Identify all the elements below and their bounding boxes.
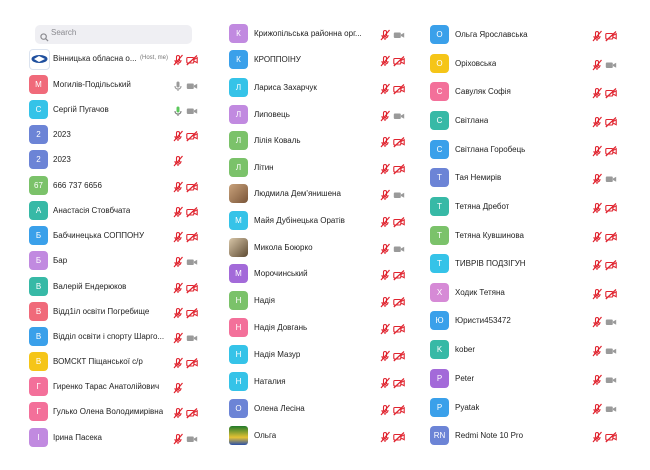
mic-muted-icon[interactable] — [379, 349, 391, 361]
video-off-icon[interactable] — [393, 349, 405, 361]
search-input[interactable] — [35, 25, 192, 44]
participant-row[interactable] — [0, 100, 212, 120]
video-off-icon[interactable] — [393, 215, 405, 227]
avatar: Г — [29, 377, 48, 396]
participant-name: Гиренко Тарас Анатолійович — [53, 382, 160, 391]
participant-name: Peter — [455, 374, 475, 383]
mic-muted-icon[interactable] — [379, 54, 391, 66]
mic-muted-icon[interactable] — [379, 135, 391, 147]
video-off-icon[interactable] — [186, 230, 198, 242]
participant-name: КРОППОІНУ — [254, 55, 301, 64]
participant-name: Савуляк Софія — [455, 87, 511, 96]
video-off-icon[interactable] — [186, 306, 198, 318]
participant-row[interactable] — [425, 168, 637, 188]
video-off-icon[interactable] — [393, 403, 405, 415]
mic-muted-icon[interactable] — [591, 201, 603, 213]
avatar: Б — [29, 226, 48, 245]
participant-name: Бабчинецька СОППОНУ — [53, 231, 145, 240]
video-icon[interactable] — [393, 188, 405, 200]
mic-muted-icon[interactable] — [172, 281, 184, 293]
avatar: Х — [430, 283, 449, 302]
mic-muted-icon[interactable] — [591, 144, 603, 156]
avatar — [229, 184, 248, 203]
participant-row[interactable] — [425, 111, 637, 131]
participant-row[interactable] — [0, 352, 212, 372]
participant-name: 2023 — [53, 155, 71, 164]
avatar: RN — [430, 426, 449, 445]
avatar: Г — [29, 402, 48, 421]
video-off-icon[interactable] — [393, 162, 405, 174]
participant-name: Морочинський — [254, 269, 308, 278]
participant-row[interactable] — [219, 211, 421, 231]
participant-name: Лариса Захарчук — [254, 83, 317, 92]
participant-name: Людмила Дем'янишена — [254, 189, 341, 198]
video-off-icon[interactable] — [605, 287, 617, 299]
video-icon[interactable] — [186, 432, 198, 444]
participant-row[interactable] — [0, 377, 212, 397]
mic-muted-icon[interactable] — [591, 287, 603, 299]
avatar: Н — [229, 372, 248, 391]
participant-name: Сергій Пугачов — [53, 105, 109, 114]
video-off-icon[interactable] — [393, 135, 405, 147]
video-off-icon[interactable] — [393, 268, 405, 280]
participant-name: Крижопільська районна орг... — [254, 29, 362, 38]
participant-row[interactable] — [0, 251, 212, 271]
mic-muted-icon[interactable] — [172, 406, 184, 418]
participant-row[interactable] — [219, 238, 421, 258]
video-icon[interactable] — [186, 255, 198, 267]
avatar: Л — [229, 78, 248, 97]
participant-row[interactable] — [219, 291, 421, 311]
avatar — [229, 426, 248, 445]
participant-name: Ходик Тетяна — [455, 288, 505, 297]
video-off-icon[interactable] — [186, 406, 198, 418]
participant-row[interactable] — [0, 302, 212, 322]
participant-name: Валерій Ендерюков — [53, 282, 127, 291]
video-off-icon[interactable] — [605, 230, 617, 242]
avatar: В — [29, 277, 48, 296]
avatar: М — [29, 75, 48, 94]
participant-name: Ірина Пасека — [53, 433, 103, 442]
participant-row[interactable] — [425, 369, 637, 389]
avatar: В — [29, 352, 48, 371]
participant-name: 2023 — [53, 130, 71, 139]
avatar: В — [29, 327, 48, 346]
mic-muted-icon[interactable] — [591, 373, 603, 385]
participant-row[interactable] — [425, 254, 637, 274]
mic-muted-icon[interactable] — [591, 315, 603, 327]
participant-row[interactable] — [219, 131, 421, 151]
avatar: Б — [29, 251, 48, 270]
avatar: Т — [430, 226, 449, 245]
participant-name: Анастасія Стовбчата — [53, 206, 131, 215]
avatar: Т — [430, 168, 449, 187]
mic-muted-icon[interactable] — [172, 154, 184, 166]
avatar: С — [430, 82, 449, 101]
video-icon[interactable] — [393, 242, 405, 254]
avatar: Н — [229, 318, 248, 337]
video-off-icon[interactable] — [393, 376, 405, 388]
video-off-icon[interactable] — [186, 205, 198, 217]
mic-muted-icon[interactable] — [591, 402, 603, 414]
participant-row[interactable] — [425, 398, 637, 418]
participant-name: Юристи453472 — [455, 316, 511, 325]
participant-name: Липовець — [254, 110, 290, 119]
participant-row[interactable] — [425, 82, 637, 102]
participant-name: Тетяна Дребот — [455, 202, 510, 211]
avatar: Л — [229, 105, 248, 124]
mic-muted-icon[interactable] — [172, 381, 184, 393]
participant-name: Оріховська — [455, 59, 497, 68]
avatar: І — [29, 428, 48, 447]
mic-muted-icon[interactable] — [591, 58, 603, 70]
participant-row[interactable] — [219, 318, 421, 338]
participant-row[interactable] — [219, 78, 421, 98]
mic-muted-icon[interactable] — [379, 162, 391, 174]
participant-row[interactable] — [0, 176, 212, 196]
avatar — [229, 238, 248, 257]
mic-muted-icon[interactable] — [172, 255, 184, 267]
participant-row[interactable] — [425, 311, 637, 331]
host-tag: (Host, me) — [140, 55, 169, 61]
participant-name: Надія — [254, 296, 276, 305]
mic-muted-icon[interactable] — [591, 230, 603, 242]
video-off-icon[interactable] — [605, 29, 617, 41]
video-off-icon[interactable] — [393, 82, 405, 94]
participant-row[interactable] — [0, 277, 212, 297]
participant-row[interactable] — [425, 340, 637, 360]
participant-name: Вінницька обласна о... — [53, 54, 137, 63]
participant-row[interactable] — [219, 399, 421, 419]
mic-muted-icon[interactable] — [172, 53, 184, 65]
mic-muted-icon[interactable] — [172, 306, 184, 318]
search-icon — [40, 29, 49, 47]
video-icon[interactable] — [605, 172, 617, 184]
participant-row[interactable] — [425, 197, 637, 217]
mic-muted-icon[interactable] — [172, 129, 184, 141]
participant-name: Надія Мазур — [254, 350, 301, 359]
video-off-icon[interactable] — [605, 201, 617, 213]
mic-muted-icon[interactable] — [379, 28, 391, 40]
mic-muted-icon[interactable] — [379, 430, 391, 442]
avatar: С — [430, 140, 449, 159]
mic-muted-icon[interactable] — [379, 188, 391, 200]
avatar: В — [29, 302, 48, 321]
participant-row[interactable] — [219, 158, 421, 178]
participant-row[interactable] — [0, 75, 212, 95]
participant-row[interactable] — [0, 49, 212, 69]
mic-muted-icon[interactable] — [172, 356, 184, 368]
participant-name: Лілія Коваль — [254, 136, 301, 145]
participant-row[interactable] — [219, 426, 421, 446]
video-off-icon[interactable] — [393, 322, 405, 334]
participant-row[interactable] — [219, 264, 421, 284]
avatar: 67 — [29, 176, 48, 195]
video-off-icon[interactable] — [393, 295, 405, 307]
participant-row[interactable] — [0, 150, 212, 170]
video-icon[interactable] — [393, 109, 405, 121]
video-icon[interactable] — [186, 331, 198, 343]
avatar: С — [430, 111, 449, 130]
avatar: Л — [229, 131, 248, 150]
mic-muted-icon[interactable] — [591, 344, 603, 356]
participant-name: Гулько Олена Володимирівна — [53, 407, 164, 416]
participant-row[interactable] — [0, 402, 212, 422]
video-off-icon[interactable] — [393, 54, 405, 66]
participant-name: ТИВРІВ ПОДЗІГУН — [455, 259, 526, 268]
mic-muted-icon[interactable] — [379, 215, 391, 227]
participant-name: kober — [455, 345, 476, 354]
mic-muted-icon[interactable] — [172, 331, 184, 343]
participant-name: 666 737 6656 — [53, 181, 102, 190]
participant-name: Надія Довгань — [254, 323, 308, 332]
video-off-icon[interactable] — [186, 180, 198, 192]
mic-speaking-icon[interactable] — [172, 104, 184, 116]
video-icon[interactable] — [186, 79, 198, 91]
participant-name: ВОМСКТ Піщанської с/р — [53, 357, 143, 366]
mic-muted-icon[interactable] — [172, 205, 184, 217]
mic-muted-icon[interactable] — [379, 295, 391, 307]
participant-row[interactable] — [0, 201, 212, 221]
mic-muted-icon[interactable] — [172, 230, 184, 242]
avatar: К — [229, 50, 248, 69]
participant-row[interactable] — [0, 226, 212, 246]
participant-name: Олена Лесіна — [254, 404, 305, 413]
participant-row[interactable] — [219, 105, 421, 125]
avatar: 2 — [29, 150, 48, 169]
participant-name: Могилів-Подільський — [53, 80, 131, 89]
participant-name: Ольга — [254, 431, 277, 440]
participant-name: Відд1іл освіти Погребище — [53, 307, 150, 316]
participant-name: Микола Боюрко — [254, 243, 313, 252]
video-off-icon[interactable] — [186, 281, 198, 293]
participant-name: Світлана — [455, 116, 489, 125]
organization-logo-icon — [31, 54, 48, 64]
avatar: К — [229, 24, 248, 43]
participant-name: Бар — [53, 256, 68, 265]
participant-row[interactable] — [219, 24, 421, 44]
participant-name: Тетяна Кувшинова — [455, 231, 524, 240]
avatar: P — [430, 398, 449, 417]
video-icon[interactable] — [186, 104, 198, 116]
avatar: М — [229, 211, 248, 230]
participant-name: Майя Дубінецька Оратів — [254, 216, 345, 225]
mic-muted-icon[interactable] — [591, 430, 603, 442]
participant-name: Світлана Горобець — [455, 145, 526, 154]
video-icon[interactable] — [393, 28, 405, 40]
avatar: О — [430, 25, 449, 44]
video-icon[interactable] — [605, 344, 617, 356]
mic-muted-icon[interactable] — [591, 258, 603, 270]
avatar: О — [229, 399, 248, 418]
mic-muted-icon[interactable] — [379, 403, 391, 415]
participant-row[interactable] — [425, 25, 637, 45]
video-off-icon[interactable] — [605, 258, 617, 270]
mic-muted-icon[interactable] — [379, 376, 391, 388]
participant-row[interactable] — [425, 54, 637, 74]
avatar: Н — [229, 345, 248, 364]
video-off-icon[interactable] — [186, 53, 198, 65]
participant-row[interactable] — [219, 184, 421, 204]
video-icon[interactable] — [605, 58, 617, 70]
search-placeholder: Search — [51, 28, 77, 37]
avatar: М — [229, 264, 248, 283]
participant-row[interactable] — [219, 345, 421, 365]
participant-row[interactable] — [425, 140, 637, 160]
video-off-icon[interactable] — [605, 430, 617, 442]
participant-name: Ольга Ярославська — [455, 30, 528, 39]
avatar: С — [29, 100, 48, 119]
video-off-icon[interactable] — [186, 356, 198, 368]
mic-muted-icon[interactable] — [591, 86, 603, 98]
avatar: Ю — [430, 311, 449, 330]
video-off-icon[interactable] — [605, 115, 617, 127]
participant-name: Відділ освіти і спорту Шарго... — [53, 332, 165, 341]
mic-muted-icon[interactable] — [379, 82, 391, 94]
mic-muted-icon[interactable] — [591, 172, 603, 184]
mic-muted-icon[interactable] — [172, 180, 184, 192]
video-off-icon[interactable] — [186, 129, 198, 141]
mic-muted-icon[interactable] — [172, 432, 184, 444]
avatar: Л — [229, 158, 248, 177]
mic-muted-icon[interactable] — [379, 242, 391, 254]
participant-name: Наталия — [254, 377, 286, 386]
participant-name: Тая Немирів — [455, 173, 502, 182]
video-icon[interactable] — [605, 315, 617, 327]
participant-row[interactable] — [425, 226, 637, 246]
mic-muted-icon[interactable] — [379, 109, 391, 121]
video-off-icon[interactable] — [605, 86, 617, 98]
mic-muted-icon[interactable] — [591, 29, 603, 41]
participant-name: Pyatak — [455, 403, 480, 412]
video-icon[interactable] — [605, 402, 617, 414]
participant-name: Redmi Note 10 Pro — [455, 431, 524, 440]
mic-muted-icon[interactable] — [591, 115, 603, 127]
mic-muted-icon[interactable] — [379, 268, 391, 280]
participant-row[interactable] — [0, 428, 212, 448]
mic-muted-icon[interactable] — [379, 322, 391, 334]
video-icon[interactable] — [605, 373, 617, 385]
avatar: P — [430, 369, 449, 388]
participant-row[interactable] — [219, 50, 421, 70]
participant-row[interactable] — [0, 327, 212, 347]
avatar: Н — [229, 291, 248, 310]
participant-row[interactable] — [0, 125, 212, 145]
avatar — [29, 49, 50, 70]
participant-row[interactable] — [425, 283, 637, 303]
avatar: О — [430, 54, 449, 73]
avatar: 2 — [29, 125, 48, 144]
avatar: Т — [430, 197, 449, 216]
avatar: K — [430, 340, 449, 359]
mic-icon[interactable] — [172, 79, 184, 91]
avatar: Т — [430, 254, 449, 273]
video-off-icon[interactable] — [393, 430, 405, 442]
participant-name: Літин — [254, 163, 274, 172]
participant-row[interactable] — [425, 426, 637, 446]
video-off-icon[interactable] — [605, 144, 617, 156]
avatar: А — [29, 201, 48, 220]
participant-row[interactable] — [219, 372, 421, 392]
